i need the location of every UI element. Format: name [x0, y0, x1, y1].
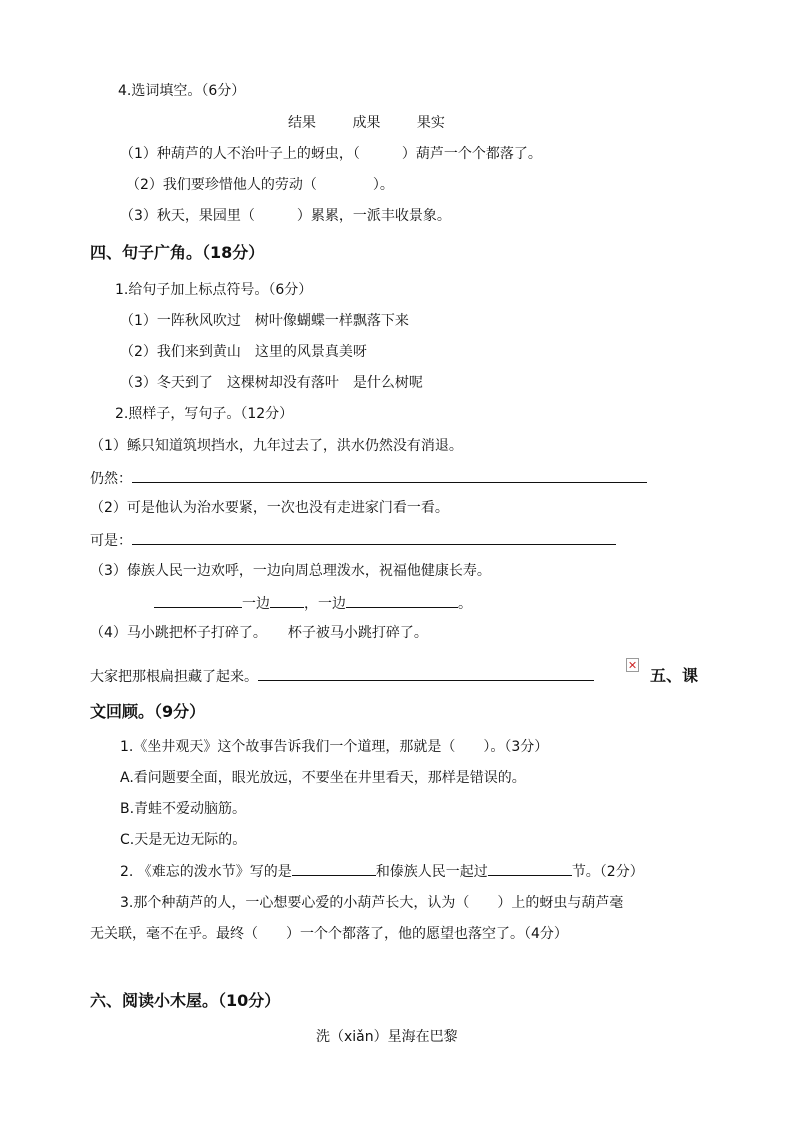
s4-answer-row-4 — [90, 666, 594, 687]
q4-option: 果实 — [416, 115, 445, 131]
q4-title: 4.选词填空。（6分） — [118, 83, 246, 99]
s4-p1-item: （2）我们来到黄山 这里的风景真美呀 — [120, 344, 367, 360]
q4-item: （2）我们要珍惜他人的劳动（ ）。 — [126, 177, 394, 193]
answer-blank[interactable] — [270, 593, 304, 608]
s5-q1-option-c: C.天是无边无际的。 — [120, 832, 247, 848]
answer-blank[interactable] — [258, 666, 594, 681]
s4-answer-row-1 — [90, 468, 647, 489]
yibian-text: ，一边 — [304, 596, 346, 612]
answer-blank[interactable] — [346, 593, 458, 608]
answer-blank[interactable] — [292, 861, 376, 876]
s4-example-2: （2）可是他认为治水要紧，一次也没有走进家门看一看。 — [90, 500, 449, 516]
q2-text: 和傣族人民一起过 — [375, 864, 488, 880]
section5-heading-part2: 文回顾。（9分） — [90, 702, 206, 721]
s5-q1-option-a: A.看问题要全面，眼光放远，不要坐在井里看天，那样是错误的。 — [120, 770, 526, 786]
s4-p1-title: 1.给句子加上标点符号。（6分） — [115, 282, 313, 298]
q4-item: （3）秋天，果园里（ ）累累，一派丰收景象。 — [120, 208, 451, 224]
section4-heading: 四、句子广角。（18分） — [90, 243, 265, 262]
example-sentence: 大家把那根扁担藏了起来。 — [90, 669, 258, 685]
s5-q1: 1.《坐井观天》这个故事告诉我们一个道理，那就是（ ）。（3分） — [120, 739, 549, 755]
broken-image-icon — [626, 658, 639, 672]
q4-option: 结果 — [288, 115, 316, 131]
s4-example-4: （4）马小跳把杯子打碎了。 杯子被马小跳打碎了。 — [90, 625, 428, 641]
q4-item: （1）种葫芦的人不治叶子上的蚜虫，（ ）葫芦一个个都落了。 — [120, 146, 542, 162]
answer-blank[interactable] — [154, 593, 242, 608]
s4-p2-title: 2.照样子，写句子。（12分） — [115, 406, 294, 422]
yibian-text: 一边 — [242, 596, 270, 612]
q4-options — [272, 113, 461, 133]
answer-blank[interactable] — [132, 468, 647, 483]
section5-heading-part1: 五、课 — [650, 666, 699, 685]
end-mark: 。 — [458, 596, 472, 612]
s4-answer-row-2 — [90, 530, 616, 551]
s4-answer-row-3 — [154, 593, 472, 614]
s4-example-1: （1）鲧只知道筑坝挡水，九年过去了，洪水仍然没有消退。 — [90, 438, 463, 454]
q4-option: 成果 — [352, 115, 381, 131]
s4-example-3: （3）傣族人民一边欢呼，一边向周总理泼水，祝福他健康长寿。 — [90, 563, 491, 579]
answer-blank[interactable] — [488, 861, 572, 876]
answer-blank[interactable] — [132, 530, 616, 545]
s5-q3-line2: 无关联，毫不在乎。最终（ ）一个个都落了，他的愿望也落空了。（4分） — [90, 926, 568, 942]
answer-label: 仍然： — [90, 471, 132, 487]
q2-text: 2. 《难忘的泼水节》写的是 — [120, 864, 292, 880]
s4-p1-item: （3）冬天到了 这棵树却没有落叶 是什么树呢 — [120, 375, 423, 391]
s5-q3-line1: 3.那个种葫芦的人，一心想要心爱的小葫芦长大，认为（ ）上的蚜虫与葫芦毫 — [120, 895, 624, 911]
s5-q1-option-b: B.青蛙不爱动脑筋。 — [120, 801, 247, 817]
passage-title: 洗（xiǎn）星海在巴黎 — [316, 1029, 458, 1045]
answer-label: 可是： — [90, 533, 132, 549]
s4-p1-item: （1）一阵秋风吹过 树叶像蝴蝶一样飘落下来 — [120, 313, 409, 329]
q2-text: 节。（2分） — [571, 864, 644, 880]
section6-heading: 六、阅读小木屋。（10分） — [90, 991, 281, 1010]
s5-q2 — [120, 861, 644, 882]
